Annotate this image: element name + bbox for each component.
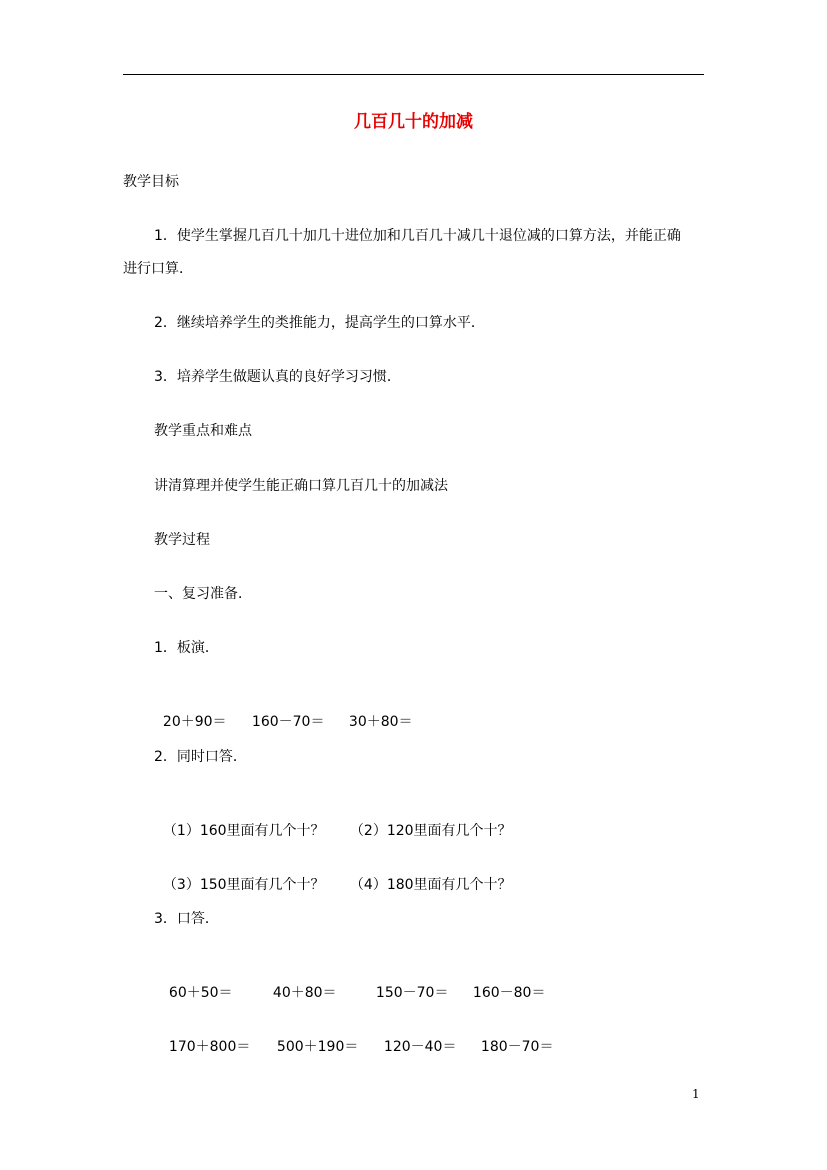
goal-2: 2．继续培养学生的类推能力，提高学生的口算水平．	[154, 315, 485, 331]
board-expr-2: 160－70＝	[251, 714, 325, 730]
oral-expr-5: 170＋800＝	[168, 1039, 251, 1055]
page-number: 1	[692, 1087, 700, 1101]
board-expr-3: 30＋80＝	[348, 714, 413, 730]
oral-question-1: （1）160里面有几个十？	[162, 823, 325, 839]
oral-question-3: （3）150里面有几个十？	[162, 877, 325, 893]
oral-question-4: （4）180里面有几个十？	[349, 877, 512, 893]
section-heading-key-points: 教学重点和难点	[154, 423, 252, 439]
oral-expr-4: 160－80＝	[472, 985, 546, 1001]
oral-expressions-row-2	[160, 1017, 553, 1057]
oral-expr-6: 500＋190＝	[276, 1039, 359, 1055]
board-expr-1: 20＋90＝	[162, 714, 227, 730]
goal-1-line-2: 进行口算．	[123, 261, 193, 277]
step-1-heading: 一、复习准备．	[154, 586, 252, 602]
document-title: 几百几十的加减	[354, 112, 473, 132]
item-3-oral-answer: 3．口答．	[154, 911, 219, 927]
section-heading-process: 教学过程	[154, 532, 210, 548]
board-expressions	[154, 692, 413, 732]
oral-expressions-row-1	[160, 963, 545, 1003]
goal-1-line-1: 1．使学生掌握几百几十加几十进位加和几百几十减几十退位减的口算方法，并能正确	[154, 228, 681, 244]
oral-expr-1: 60＋50＝	[168, 985, 233, 1001]
goal-3: 3．培养学生做题认真的良好学习习惯．	[154, 369, 401, 385]
header-rule	[123, 74, 704, 75]
oral-expr-8: 180－70＝	[480, 1039, 554, 1055]
oral-questions-row-1	[154, 801, 512, 841]
key-points-text: 讲清算理并使学生能正确口算几百几十的加减法	[154, 478, 448, 494]
item-2-oral: 2．同时口答．	[154, 749, 247, 765]
oral-expr-3: 150－70＝	[375, 985, 449, 1001]
oral-question-2: （2）120里面有几个十？	[349, 823, 512, 839]
oral-questions-row-2	[154, 855, 512, 895]
section-heading-goals: 教学目标	[123, 174, 179, 190]
item-1-board: 1．板演．	[154, 640, 219, 656]
oral-expr-7: 120－40＝	[383, 1039, 457, 1055]
oral-expr-2: 40＋80＝	[272, 985, 337, 1001]
